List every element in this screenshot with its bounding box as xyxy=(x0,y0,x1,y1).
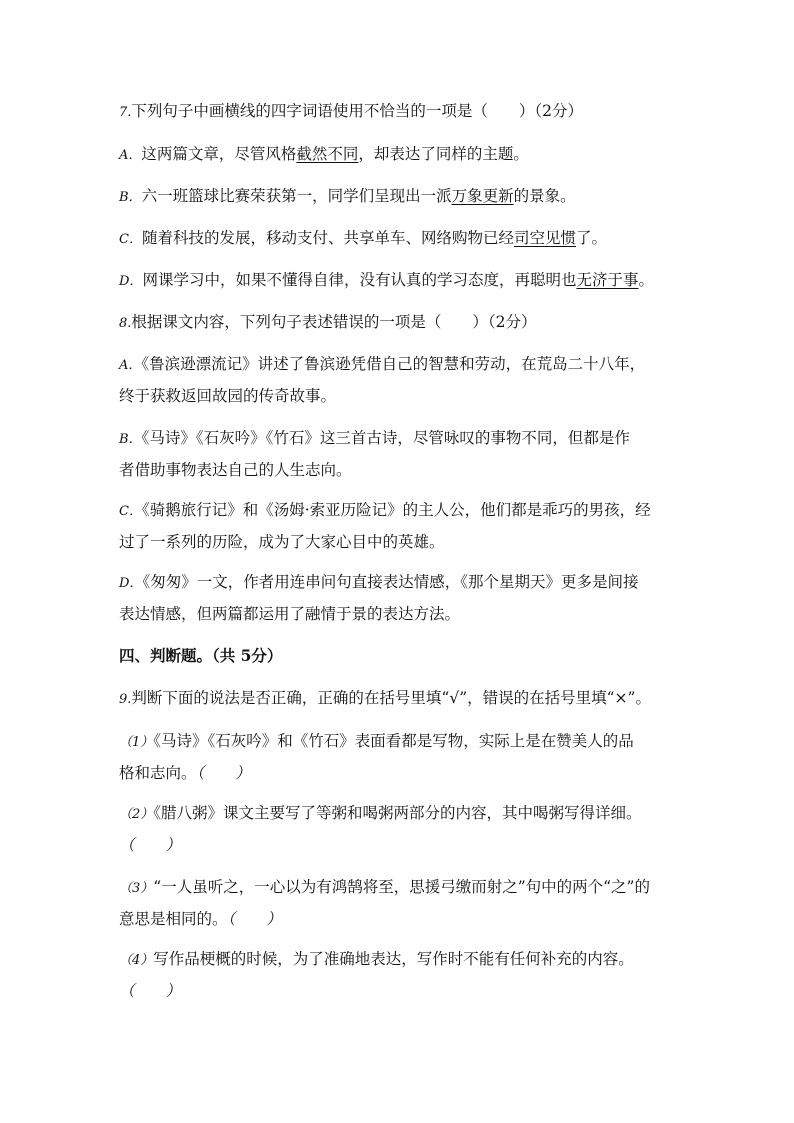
q7-option-a xyxy=(119,143,529,167)
option-label: C． xyxy=(119,232,142,247)
option-label: D． xyxy=(119,274,143,289)
underlined-phrase: 万象更新 xyxy=(451,187,514,205)
q8-option-d-line2: 表达情感，但两篇都运用了融情于景的表达方法。 xyxy=(119,605,461,623)
option-text-post: 了。 xyxy=(575,229,607,247)
underlined-phrase: 司空见惯 xyxy=(513,229,576,247)
q7-option-b xyxy=(119,185,576,209)
q9-item-4-line1 xyxy=(119,948,634,972)
q8-option-a-line1 xyxy=(119,353,645,377)
q9-item-3-line1 xyxy=(119,876,650,900)
option-label: A． xyxy=(119,358,142,373)
option-label: D． xyxy=(119,576,143,591)
item-text-cont: 格和志向。 xyxy=(119,764,197,782)
q9-item-2-line1 xyxy=(119,802,642,826)
q8-option-c-line2: 过了一系列的历险，成为了大家心目中的英雄。 xyxy=(119,533,445,551)
q7-stem-line xyxy=(119,100,583,124)
option-text-post: 。 xyxy=(638,271,654,289)
option-label: A． xyxy=(119,148,142,163)
q7-option-d xyxy=(119,269,654,293)
answer-blank[interactable]: （ ） xyxy=(196,764,251,782)
q9-item-4-line2 xyxy=(119,980,181,1002)
q7-option-c xyxy=(119,227,607,251)
option-label: C． xyxy=(119,504,142,519)
section-heading: 四、判断题。（共 5分） xyxy=(119,646,283,665)
q8-number: 8. xyxy=(119,316,132,331)
q8-option-b-line1 xyxy=(119,427,630,451)
q8-stem: 根据课文内容，下列句子表述错误的一项是（ ）（2分） xyxy=(131,313,537,331)
option-text-pre: 六一班篮球比赛荣获第一，同学们呈现出一派 xyxy=(141,187,452,205)
item-text: “一人虽听之，一心以为有鸿鹄将至，思援弓缴而射之”句中的两个“之”的 xyxy=(153,878,650,896)
option-label: B． xyxy=(119,190,142,205)
q8-option-a-line2: 终于获救返回故园的传奇故事。 xyxy=(119,387,337,405)
option-text-pre: 网课学习中，如果不懂得自律，没有认真的学习态度，再聪明也 xyxy=(142,271,577,289)
option-text-pre: 这两篇文章，尽管风格 xyxy=(141,145,297,163)
option-text-post: ，却表达了同样的主题。 xyxy=(358,145,529,163)
q9-stem-line xyxy=(119,687,651,711)
underlined-phrase: 截然不同 xyxy=(296,145,359,163)
option-text: 《骑鹅旅行记》和《汤姆·索亚历险记》的主人公，他们都是乖巧的男孩，经 xyxy=(141,501,651,519)
q7-number: 7. xyxy=(119,105,132,120)
q9-item-2-line2 xyxy=(119,834,181,856)
q7-stem: 下列句子中画横线的四字词语使用不恰当的一项是（ ）（2分） xyxy=(131,102,584,120)
item-label: （1） xyxy=(119,735,154,750)
answer-blank[interactable]: （ ） xyxy=(119,982,182,1000)
underlined-phrase: 无济于事 xyxy=(576,271,639,289)
answer-blank[interactable]: （ ） xyxy=(227,910,282,928)
item-text: 《腊八粥》课文主要写了等粥和喝粥两部分的内容，其中喝粥写得详细。 xyxy=(153,804,642,822)
q9-number: 9. xyxy=(119,692,132,707)
item-label: （3） xyxy=(119,881,154,896)
item-text: 写作品梗概的时候，为了准确地表达，写作时不能有任何补充的内容。 xyxy=(153,950,634,968)
option-text: 《鲁滨逊漂流记》讲述了鲁滨逊凭借自己的智慧和劳动，在荒岛二十八年， xyxy=(141,355,646,373)
item-text-cont: 意思是相同的。 xyxy=(119,910,228,928)
answer-blank[interactable]: （ ） xyxy=(119,836,182,854)
q9-stem: 判断下面的说法是否正确，正确的在括号里填“√”，错误的在括号里填“×”。 xyxy=(131,689,651,707)
item-text: 《马诗》《石灰吟》和《竹石》表面看都是写物，实际上是在赞美人的品 xyxy=(153,732,634,750)
option-text: 《马诗》《石灰吟》《竹石》这三首古诗，尽管咏叹的事物不同，但都是作 xyxy=(141,429,630,447)
q8-option-c-line1 xyxy=(119,499,651,523)
q9-item-1-line1 xyxy=(119,730,634,754)
item-label: （4） xyxy=(119,953,154,968)
option-text-pre: 随着科技的发展，移动支付、共享单车、网络购物已经 xyxy=(141,229,514,247)
option-text: 《匆匆》一文，作者用连串问句直接表达情感，《那个星期天》更多是间接 xyxy=(142,573,639,591)
option-label: B． xyxy=(119,432,142,447)
q8-option-b-line2: 者借助事物表达自己的人生志向。 xyxy=(119,461,352,479)
q8-stem-line xyxy=(119,311,537,335)
q9-item-1-line2 xyxy=(119,762,251,784)
q8-option-d-line1 xyxy=(119,571,638,595)
option-text-post: 的景象。 xyxy=(513,187,576,205)
item-label: （2） xyxy=(119,807,154,822)
q9-item-3-line2 xyxy=(119,908,282,930)
